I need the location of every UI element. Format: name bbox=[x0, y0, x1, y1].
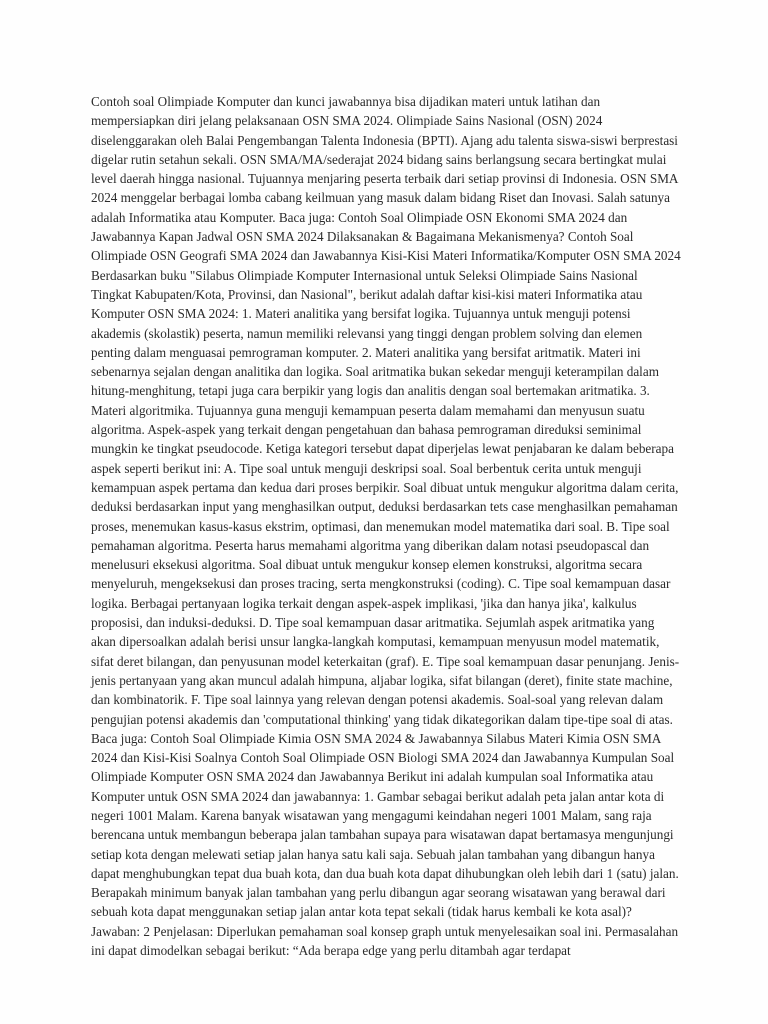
document-body-text: Contoh soal Olimpiade Komputer dan kunci jawabannya bisa dijadikan materi untuk latihan dan mempersiapkan diri jelang pelaksanaan OSN SMA 2024. Olimpiade Sains Nasional (OSN) 2024 diselenggarakan oleh Balai Pengembangan Talenta Indonesia (BPTI). Ajang adu talenta siswa-siswi berprestasi digelar rutin setahun sekali. OSN SMA/MA/sederajat 2024 bidang sains berlangsung secara bertingkat mulai level daerah hingga nasional. Tujuannya menjaring peserta terbaik dari setiap provinsi di Indonesia. OSN SMA 2024 menggelar berbagai lomba cabang keilmuan yang masuk dalam bidang Riset dan Inovasi. Salah satunya adalah Informatika atau Komputer. Baca juga: Contoh Soal Olimpiade OSN Ekonomi SMA 2024 dan Jawabannya Kapan Jadwal OSN SMA 2024 Dilaksanakan & Bagaimana Mekanismenya? Contoh Soal Olimpiade OSN Geografi SMA 2024 dan Jawabannya Kisi-Kisi Materi Informatika/Komputer OSN SMA 2024 Berdasarkan buku "Silabus Olimpiade Komputer Internasional untuk Seleksi Olimpiade Sains Nasional Tingkat Kabupaten/Kota, Provinsi, dan Nasional", berikut adalah daftar kisi-kisi materi Informatika atau Komputer OSN SMA 2024: 1. Materi analitika yang bersifat logika. Tujuannya untuk menguji potensi akademis (skolastik) peserta, namun memiliki relevansi yang tinggi dengan problem solving dan elemen penting dalam menguasai pemrograman komputer. 2. Materi analitika yang bersifat aritmatik. Materi ini sebenarnya sejalan dengan analitika dan logika. Soal aritmatika bukan sekedar menguji keterampilan dalam hitung-menghitung, tetapi juga cara berpikir yang logis dan analitis dengan soal bertemakan aritmatika. 3. Materi algoritmika. Tujuannya guna menguji kemampuan peserta dalam memahami dan menyusun suatu algoritma. Aspek-aspek yang terkait dengan pengetahuan dan bahasa pemrograman direduksi seminimal mungkin ke tingkat pseudocode. Ketiga kategori tersebut dapat diperjelas lewat penjabaran ke dalam beberapa aspek seperti berikut ini: A. Tipe soal untuk menguji deskripsi soal. Soal berbentuk cerita untuk menguji kemampuan aspek pertama dan kedua dari proses berpikir. Soal dibuat untuk mengukur algoritma dalam cerita, deduksi berdasarkan input yang menghasilkan output, deduksi berdasarkan tets case menghasilkan pemahaman proses, menemukan kasus-kasus ekstrim, optimasi, dan menemukan model matematika dari soal. B. Tipe soal pemahaman algoritma. Peserta harus memahami algoritma yang diberikan dalam notasi pseudopascal dan menelusuri eksekusi algoritma. Soal dibuat untuk mengukur konsep elemen konstruksi, algoritma secara menyeluruh, mengeksekusi dan proses tracing, serta mengkonstruksi (coding). C. Tipe soal kemampuan dasar logika. Berbagai pertanyaan logika terkait dengan aspek-aspek implikasi, 'jika dan hanya jika', kalkulus proposisi, dan induksi-deduksi. D. Tipe soal kemampuan dasar aritmatika. Sejumlah aspek aritmatika yang akan dipersoalkan adalah berisi unsur langka-langkah komputasi, kemampuan menyusun model matematik, sifat deret bilangan, dan penyusunan model keterkaitan (graf). E. Tipe soal kemampuan dasar penunjang. Jenis-jenis pertanyaan yang akan muncul adalah himpuna, aljabar logika, sifat bilangan (deret), finite state machine, dan kombinatorik. F. Tipe soal lainnya yang relevan dengan potensi akademis. Soal-soal yang relevan dalam pengujian potensi akademis dan 'computational thinking' yang tidak dikategorikan dalam tipe-tipe soal di atas. Baca juga: Contoh Soal Olimpiade Kimia OSN SMA 2024 & Jawabannya Silabus Materi Kimia OSN SMA 2024 dan Kisi-Kisi Soalnya Contoh Soal Olimpiade OSN Biologi SMA 2024 dan Jawabannya Kumpulan Soal Olimpiade Komputer OSN SMA 2024 dan Jawabannya Berikut ini adalah kumpulan soal Informatika atau Komputer untuk OSN SMA 2024 dan jawabannya: 1. Gambar sebagai berikut adalah peta jalan antar kota di negeri 1001 Malam. Karena banyak wisatawan yang mengagumi keindahan negeri 1001 Malam, sang raja berencana untuk membangun beberapa jalan tambahan supaya para wisatawan dapat bertamasya mengunjungi setiap kota dengan melewati setiap jalan hanya satu kali saja. Sebuah jalan tambahan yang dibangun hanya dapat menghubungkan tepat dua buah kota, dan dua buah kota dapat dihubungkan oleh lebih dari 1 (satu) jalan. Berapakah minimum banyak jalan tambahan yang perlu dibangun agar seorang wisatawan yang berawal dari sebuah kota dapat menggunakan setiap jalan antar kota tepat sekali (tidak harus kembali ke kota asal)? Jawaban: 2 Penjelasan: Diperlukan pemahaman soal konsep graph untuk menyelesaikan soal ini. Permasalahan ini dapat dimodelkan sebagai berikut: “Ada berapa edge yang perlu ditambah agar terdapat bbox=[91, 94, 681, 959]
